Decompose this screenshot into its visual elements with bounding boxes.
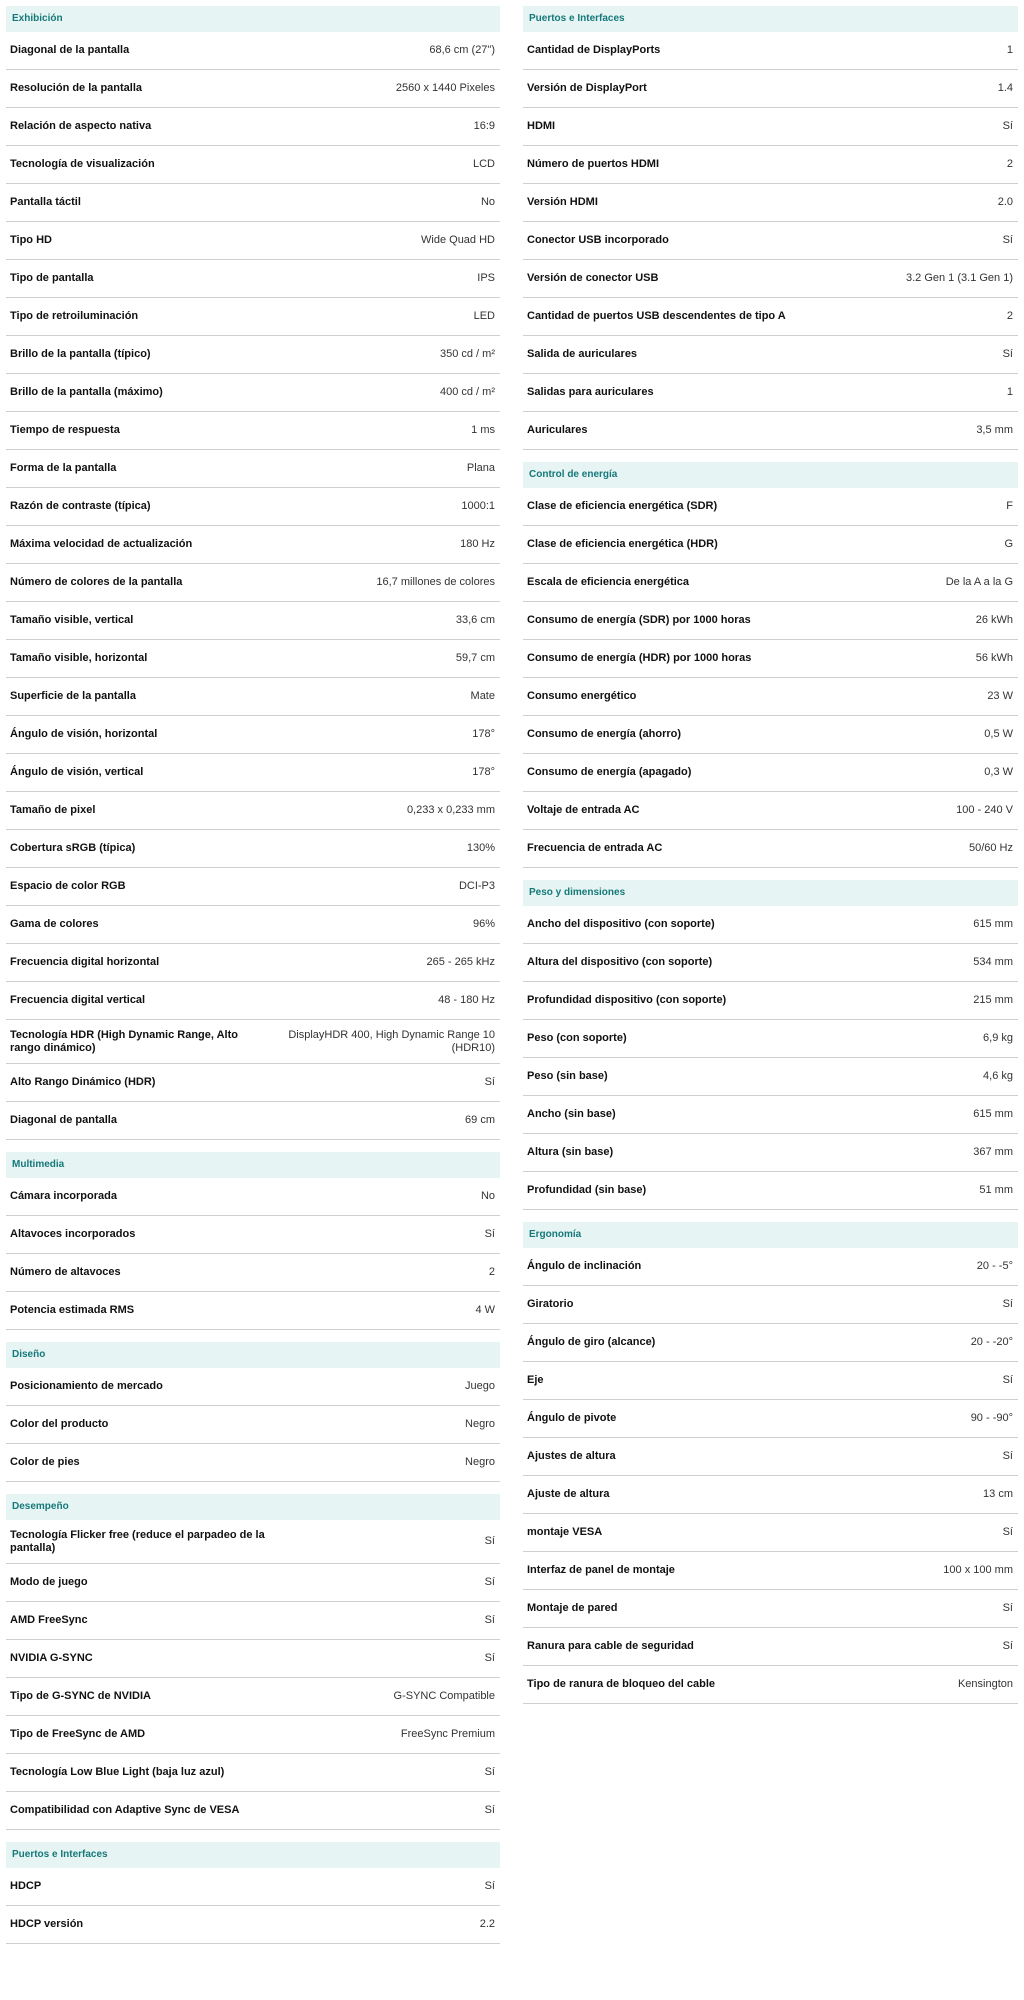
spec-value: F — [1006, 500, 1013, 512]
spec-row — [6, 298, 500, 336]
spec-label: Voltaje de entrada AC — [527, 804, 640, 816]
spec-label: Montaje de pared — [527, 1602, 618, 1614]
spec-value: 615 mm — [973, 1108, 1013, 1120]
spec-value: 4,6 kg — [983, 1070, 1013, 1082]
spec-row — [6, 1064, 500, 1102]
spec-label: Salidas para auriculares — [527, 386, 654, 398]
spec-row — [6, 830, 500, 868]
spec-label: Tiempo de respuesta — [10, 424, 120, 436]
spec-label: Compatibilidad con Adaptive Sync de VESA — [10, 1804, 240, 1816]
spec-value: 100 x 100 mm — [943, 1564, 1013, 1576]
spec-value: Sí — [1002, 120, 1013, 132]
spec-value: 1 ms — [471, 424, 495, 436]
spec-label: Relación de aspecto nativa — [10, 120, 152, 132]
spec-row — [523, 1628, 1018, 1666]
spec-row — [6, 1216, 500, 1254]
spec-value: Sí — [484, 1652, 495, 1664]
spec-label: Número de altavoces — [10, 1266, 121, 1278]
spec-row — [6, 1716, 500, 1754]
spec-value: G-SYNC Compatible — [393, 1690, 495, 1702]
spec-label: montaje VESA — [527, 1526, 603, 1538]
spec-label: Número de puertos HDMI — [527, 158, 660, 170]
spec-row — [523, 108, 1018, 146]
section-spacer — [523, 1210, 1018, 1222]
spec-row — [6, 1102, 500, 1140]
spec-label: Peso (sin base) — [527, 1070, 608, 1082]
spec-value: Sí — [1002, 1526, 1013, 1538]
spec-label: Alto Rango Dinámico (HDR) — [10, 1076, 156, 1088]
spec-row — [6, 754, 500, 792]
spec-row — [6, 1178, 500, 1216]
spec-row — [523, 564, 1018, 602]
spec-row — [6, 488, 500, 526]
spec-value: 3,5 mm — [976, 424, 1013, 436]
spec-row — [523, 1400, 1018, 1438]
spec-label: Superficie de la pantalla — [10, 690, 136, 702]
spec-label: Posicionamiento de mercado — [10, 1380, 163, 1392]
spec-label: HDCP versión — [10, 1918, 84, 1930]
spec-row — [523, 1172, 1018, 1210]
spec-value: IPS — [477, 272, 495, 284]
spec-value: 6,9 kg — [983, 1032, 1013, 1044]
spec-row — [6, 70, 500, 108]
spec-value: Sí — [1002, 234, 1013, 246]
spec-value: Negro — [465, 1418, 495, 1430]
section-spacer — [6, 1330, 500, 1342]
spec-row — [523, 906, 1018, 944]
spec-row — [6, 184, 500, 222]
spec-label: Tipo HD — [10, 234, 52, 246]
specs-column-right — [523, 6, 1018, 1704]
spec-value: 178° — [472, 728, 495, 740]
spec-row — [6, 108, 500, 146]
spec-label: Brillo de la pantalla (típico) — [10, 348, 151, 360]
spec-label: Espacio de color RGB — [10, 880, 126, 892]
spec-value: 534 mm — [973, 956, 1013, 968]
section-header-control-de-energia: Control de energía — [523, 462, 1018, 488]
spec-label: Tecnología de visualización — [10, 158, 155, 170]
spec-row — [523, 754, 1018, 792]
spec-label: Eje — [527, 1374, 544, 1386]
spec-value: 50/60 Hz — [968, 842, 1013, 854]
spec-row — [6, 716, 500, 754]
spec-row — [6, 1520, 500, 1564]
spec-value: Negro — [465, 1456, 495, 1468]
spec-label: Tipo de pantalla — [10, 272, 94, 284]
spec-value: 2 — [1006, 158, 1013, 170]
spec-label: Tamaño de pixel — [10, 804, 96, 816]
spec-value: 48 - 180 Hz — [438, 994, 495, 1006]
spec-value: 51 mm — [979, 1184, 1013, 1196]
spec-value: 0,3 W — [984, 766, 1013, 778]
spec-value: 2.0 — [997, 196, 1013, 208]
spec-row — [523, 1514, 1018, 1552]
spec-row — [523, 374, 1018, 412]
spec-row — [523, 526, 1018, 564]
section-header-puertos-e-interfaces: Puertos e Interfaces — [523, 6, 1018, 32]
spec-label: Máxima velocidad de actualización — [10, 538, 193, 550]
spec-label: Razón de contraste (típica) — [10, 500, 151, 512]
spec-label: Cantidad de puertos USB descendentes de tipo A — [527, 310, 786, 322]
spec-row — [6, 146, 500, 184]
spec-label: Número de colores de la pantalla — [10, 576, 183, 588]
spec-value: Sí — [484, 1535, 495, 1547]
spec-value: LED — [473, 310, 495, 322]
spec-label: Tipo de G-SYNC de NVIDIA — [10, 1690, 151, 1702]
spec-value: 20 - -5° — [976, 1260, 1013, 1272]
spec-row — [523, 1248, 1018, 1286]
spec-value: Sí — [1002, 348, 1013, 360]
spec-row — [523, 32, 1018, 70]
spec-value: 56 kWh — [975, 652, 1013, 664]
spec-row — [523, 640, 1018, 678]
spec-label: HDCP — [10, 1880, 42, 1892]
spec-row — [523, 1286, 1018, 1324]
spec-row — [523, 1058, 1018, 1096]
spec-value: Sí — [1002, 1640, 1013, 1652]
spec-label: Interfaz de panel de montaje — [527, 1564, 675, 1576]
spec-row — [523, 1590, 1018, 1628]
spec-label: Frecuencia digital horizontal — [10, 956, 160, 968]
spec-value: Sí — [484, 1076, 495, 1088]
spec-row — [523, 1666, 1018, 1704]
spec-label: Ángulo de giro (alcance) — [527, 1336, 656, 1348]
spec-value: Sí — [484, 1766, 495, 1778]
spec-row — [523, 146, 1018, 184]
section-header-ergonomia: Ergonomía — [523, 1222, 1018, 1248]
spec-value: 1 — [1006, 386, 1013, 398]
spec-value: 13 cm — [983, 1488, 1013, 1500]
spec-row — [523, 1438, 1018, 1476]
spec-label: Frecuencia de entrada AC — [527, 842, 663, 854]
spec-label: Tipo de ranura de bloqueo del cable — [527, 1678, 716, 1690]
spec-label: Altavoces incorporados — [10, 1228, 136, 1240]
spec-value: 23 W — [987, 690, 1013, 702]
spec-label: Tamaño visible, horizontal — [10, 652, 148, 664]
spec-row — [523, 1020, 1018, 1058]
spec-value: 16,7 millones de colores — [376, 576, 495, 588]
spec-row — [6, 868, 500, 906]
section-spacer — [6, 1830, 500, 1842]
spec-row — [523, 1134, 1018, 1172]
spec-row — [6, 32, 500, 70]
spec-value: 400 cd / m² — [439, 386, 495, 398]
spec-label: Diagonal de pantalla — [10, 1114, 117, 1126]
spec-value: Sí — [484, 1880, 495, 1892]
spec-row — [6, 1564, 500, 1602]
spec-row — [6, 222, 500, 260]
spec-value: 16:9 — [473, 120, 495, 132]
section-header-puertos-e-interfaces: Puertos e Interfaces — [6, 1842, 500, 1868]
spec-row — [6, 1020, 500, 1064]
spec-row — [6, 602, 500, 640]
spec-row — [6, 1868, 500, 1906]
spec-label: Ángulo de pivote — [527, 1412, 617, 1424]
spec-row — [6, 1792, 500, 1830]
spec-value: 59,7 cm — [455, 652, 495, 664]
spec-label: Tecnología HDR (High Dynamic Range, Alto rango dinámico) — [10, 1028, 238, 1054]
spec-label: Potencia estimada RMS — [10, 1304, 135, 1316]
spec-row — [523, 602, 1018, 640]
spec-row — [523, 298, 1018, 336]
spec-label: Diagonal de la pantalla — [10, 44, 130, 56]
spec-row — [523, 1324, 1018, 1362]
spec-row — [523, 70, 1018, 108]
spec-row — [6, 1602, 500, 1640]
spec-label: Versión HDMI — [527, 196, 598, 208]
spec-label: Consumo de energía (SDR) por 1000 horas — [527, 614, 751, 626]
spec-value: 2560 x 1440 Pixeles — [395, 82, 495, 94]
spec-label: Clase de eficiencia energética (HDR) — [527, 538, 718, 550]
spec-label: Tecnología Flicker free (reduce el parpadeo de la pantalla) — [10, 1528, 265, 1554]
spec-label: Color del producto — [10, 1418, 109, 1430]
spec-row — [523, 716, 1018, 754]
spec-row — [6, 336, 500, 374]
spec-label: Conector USB incorporado — [527, 234, 669, 246]
spec-value: 96% — [472, 918, 495, 930]
spec-label: Cobertura sRGB (típica) — [10, 842, 136, 854]
spec-label: Frecuencia digital vertical — [10, 994, 146, 1006]
spec-value: 2.2 — [479, 1918, 495, 1930]
spec-row — [523, 1362, 1018, 1400]
spec-value: 1000:1 — [461, 500, 495, 512]
section-header-diseno: Diseño — [6, 1342, 500, 1368]
spec-value: 68,6 cm (27") — [429, 44, 495, 56]
spec-value: DCI-P3 — [458, 880, 495, 892]
spec-row — [523, 1476, 1018, 1514]
spec-row — [523, 678, 1018, 716]
spec-row — [6, 564, 500, 602]
spec-label: Cantidad de DisplayPorts — [527, 44, 661, 56]
spec-row — [6, 450, 500, 488]
spec-label: Peso (con soporte) — [527, 1032, 627, 1044]
spec-value: 130% — [466, 842, 495, 854]
spec-row — [6, 944, 500, 982]
spec-value: FreeSync Premium — [400, 1728, 495, 1740]
spec-row — [523, 222, 1018, 260]
spec-label: Consumo de energía (ahorro) — [527, 728, 682, 740]
spec-label: Resolución de la pantalla — [10, 82, 143, 94]
spec-value: Sí — [1002, 1298, 1013, 1310]
spec-label: Consumo energético — [527, 690, 637, 702]
spec-label: AMD FreeSync — [10, 1614, 88, 1626]
spec-value: De la A a la G — [945, 576, 1013, 588]
spec-label: Tamaño visible, vertical — [10, 614, 134, 626]
spec-label: Salida de auriculares — [527, 348, 638, 360]
section-spacer — [523, 868, 1018, 880]
spec-row — [6, 1444, 500, 1482]
spec-row — [6, 1640, 500, 1678]
section-header-desempeno: Desempeño — [6, 1494, 500, 1520]
spec-row — [6, 526, 500, 564]
spec-label: Ancho del dispositivo (con soporte) — [527, 918, 715, 930]
spec-value: 33,6 cm — [455, 614, 495, 626]
spec-label: Modo de juego — [10, 1576, 88, 1588]
spec-label: Auriculares — [527, 424, 588, 436]
spec-label: Pantalla táctil — [10, 196, 81, 208]
spec-row — [6, 678, 500, 716]
spec-value: DisplayHDR 400, High Dynamic Range 10 (HDR10) — [288, 1028, 495, 1054]
spec-value: 4 W — [475, 1304, 495, 1316]
spec-label: Consumo de energía (HDR) por 1000 horas — [527, 652, 752, 664]
spec-value: 615 mm — [973, 918, 1013, 930]
spec-row — [6, 1406, 500, 1444]
spec-label: Clase de eficiencia energética (SDR) — [527, 500, 718, 512]
section-spacer — [6, 1482, 500, 1494]
spec-value: 20 - -20° — [970, 1336, 1013, 1348]
spec-value: No — [480, 196, 495, 208]
spec-row — [6, 1678, 500, 1716]
spec-row — [523, 336, 1018, 374]
spec-value: 100 - 240 V — [956, 804, 1013, 816]
spec-label: Versión de conector USB — [527, 272, 659, 284]
spec-value: 180 Hz — [460, 538, 495, 550]
spec-row — [523, 792, 1018, 830]
spec-label: Escala de eficiencia energética — [527, 576, 690, 588]
spec-value: 3.2 Gen 1 (3.1 Gen 1) — [905, 272, 1013, 284]
spec-value: Mate — [470, 690, 495, 702]
spec-value: Sí — [484, 1228, 495, 1240]
spec-label: NVIDIA G-SYNC — [10, 1652, 93, 1664]
spec-label: Ancho (sin base) — [527, 1108, 616, 1120]
spec-value: G — [1004, 538, 1013, 550]
spec-value: Kensington — [957, 1678, 1013, 1690]
spec-row — [6, 982, 500, 1020]
spec-label: Tipo de retroiluminación — [10, 310, 139, 322]
spec-label: Tecnología Low Blue Light (baja luz azul) — [10, 1766, 225, 1778]
spec-value: 0,5 W — [984, 728, 1013, 740]
spec-value: Sí — [484, 1576, 495, 1588]
spec-label: Brillo de la pantalla (máximo) — [10, 386, 163, 398]
spec-value: 90 - -90° — [970, 1412, 1013, 1424]
spec-label: Altura (sin base) — [527, 1146, 614, 1158]
spec-row — [6, 1254, 500, 1292]
spec-label: Ajustes de altura — [527, 1450, 616, 1462]
spec-row — [523, 412, 1018, 450]
spec-value: Sí — [1002, 1602, 1013, 1614]
spec-row — [6, 1368, 500, 1406]
spec-row — [523, 260, 1018, 298]
spec-row — [6, 1754, 500, 1792]
spec-value: 1 — [1006, 44, 1013, 56]
spec-label: Forma de la pantalla — [10, 462, 117, 474]
spec-value: 367 mm — [973, 1146, 1013, 1158]
spec-label: Giratorio — [527, 1298, 574, 1310]
spec-label: Cámara incorporada — [10, 1190, 117, 1202]
spec-label: Ángulo de inclinación — [527, 1260, 642, 1272]
spec-label: HDMI — [527, 120, 556, 132]
spec-row — [523, 944, 1018, 982]
spec-row — [523, 488, 1018, 526]
spec-label: Profundidad (sin base) — [527, 1184, 647, 1196]
spec-value: Juego — [465, 1380, 495, 1392]
spec-value: 350 cd / m² — [439, 348, 495, 360]
spec-row — [6, 412, 500, 450]
spec-value: 178° — [472, 766, 495, 778]
spec-value: 2 — [1006, 310, 1013, 322]
spec-label: Ajuste de altura — [527, 1488, 610, 1500]
spec-label: Ángulo de visión, vertical — [10, 766, 144, 778]
section-spacer — [523, 450, 1018, 462]
spec-row — [6, 1292, 500, 1330]
spec-label: Tipo de FreeSync de AMD — [10, 1728, 146, 1740]
spec-row — [523, 1096, 1018, 1134]
spec-label: Profundidad dispositivo (con soporte) — [527, 994, 727, 1006]
spec-value: 1.4 — [997, 82, 1013, 94]
spec-label: Versión de DisplayPort — [527, 82, 647, 94]
spec-label: Consumo de energía (apagado) — [527, 766, 692, 778]
spec-value: Sí — [484, 1804, 495, 1816]
section-header-multimedia: Multimedia — [6, 1152, 500, 1178]
spec-row — [6, 906, 500, 944]
spec-label: Ranura para cable de seguridad — [527, 1640, 694, 1652]
spec-value: 69 cm — [465, 1114, 495, 1126]
spec-value: Sí — [1002, 1450, 1013, 1462]
spec-value: LCD — [472, 158, 495, 170]
spec-label: Color de pies — [10, 1456, 80, 1468]
spec-value: 2 — [488, 1266, 495, 1278]
spec-value: Wide Quad HD — [421, 234, 495, 246]
specs-column-left — [6, 6, 500, 1944]
spec-value: Sí — [484, 1614, 495, 1626]
spec-value: Sí — [1002, 1374, 1013, 1386]
spec-row — [6, 260, 500, 298]
section-header-peso-y-dimensiones: Peso y dimensiones — [523, 880, 1018, 906]
spec-row — [523, 982, 1018, 1020]
spec-row — [6, 792, 500, 830]
spec-value: No — [480, 1190, 495, 1202]
spec-value: 215 mm — [973, 994, 1013, 1006]
spec-row — [523, 184, 1018, 222]
spec-value: 265 - 265 kHz — [426, 956, 495, 968]
spec-value: Plana — [466, 462, 495, 474]
spec-row — [6, 374, 500, 412]
spec-row — [6, 640, 500, 678]
spec-value: 0,233 x 0,233 mm — [406, 804, 495, 816]
spec-row — [523, 1552, 1018, 1590]
section-header-exhibicion: Exhibición — [6, 6, 500, 32]
spec-value: 26 kWh — [975, 614, 1013, 626]
spec-row — [523, 830, 1018, 868]
spec-label: Ángulo de visión, horizontal — [10, 728, 158, 740]
spec-label: Gama de colores — [10, 918, 99, 930]
spec-row — [6, 1906, 500, 1944]
spec-label: Altura del dispositivo (con soporte) — [527, 956, 713, 968]
section-spacer — [6, 1140, 500, 1152]
